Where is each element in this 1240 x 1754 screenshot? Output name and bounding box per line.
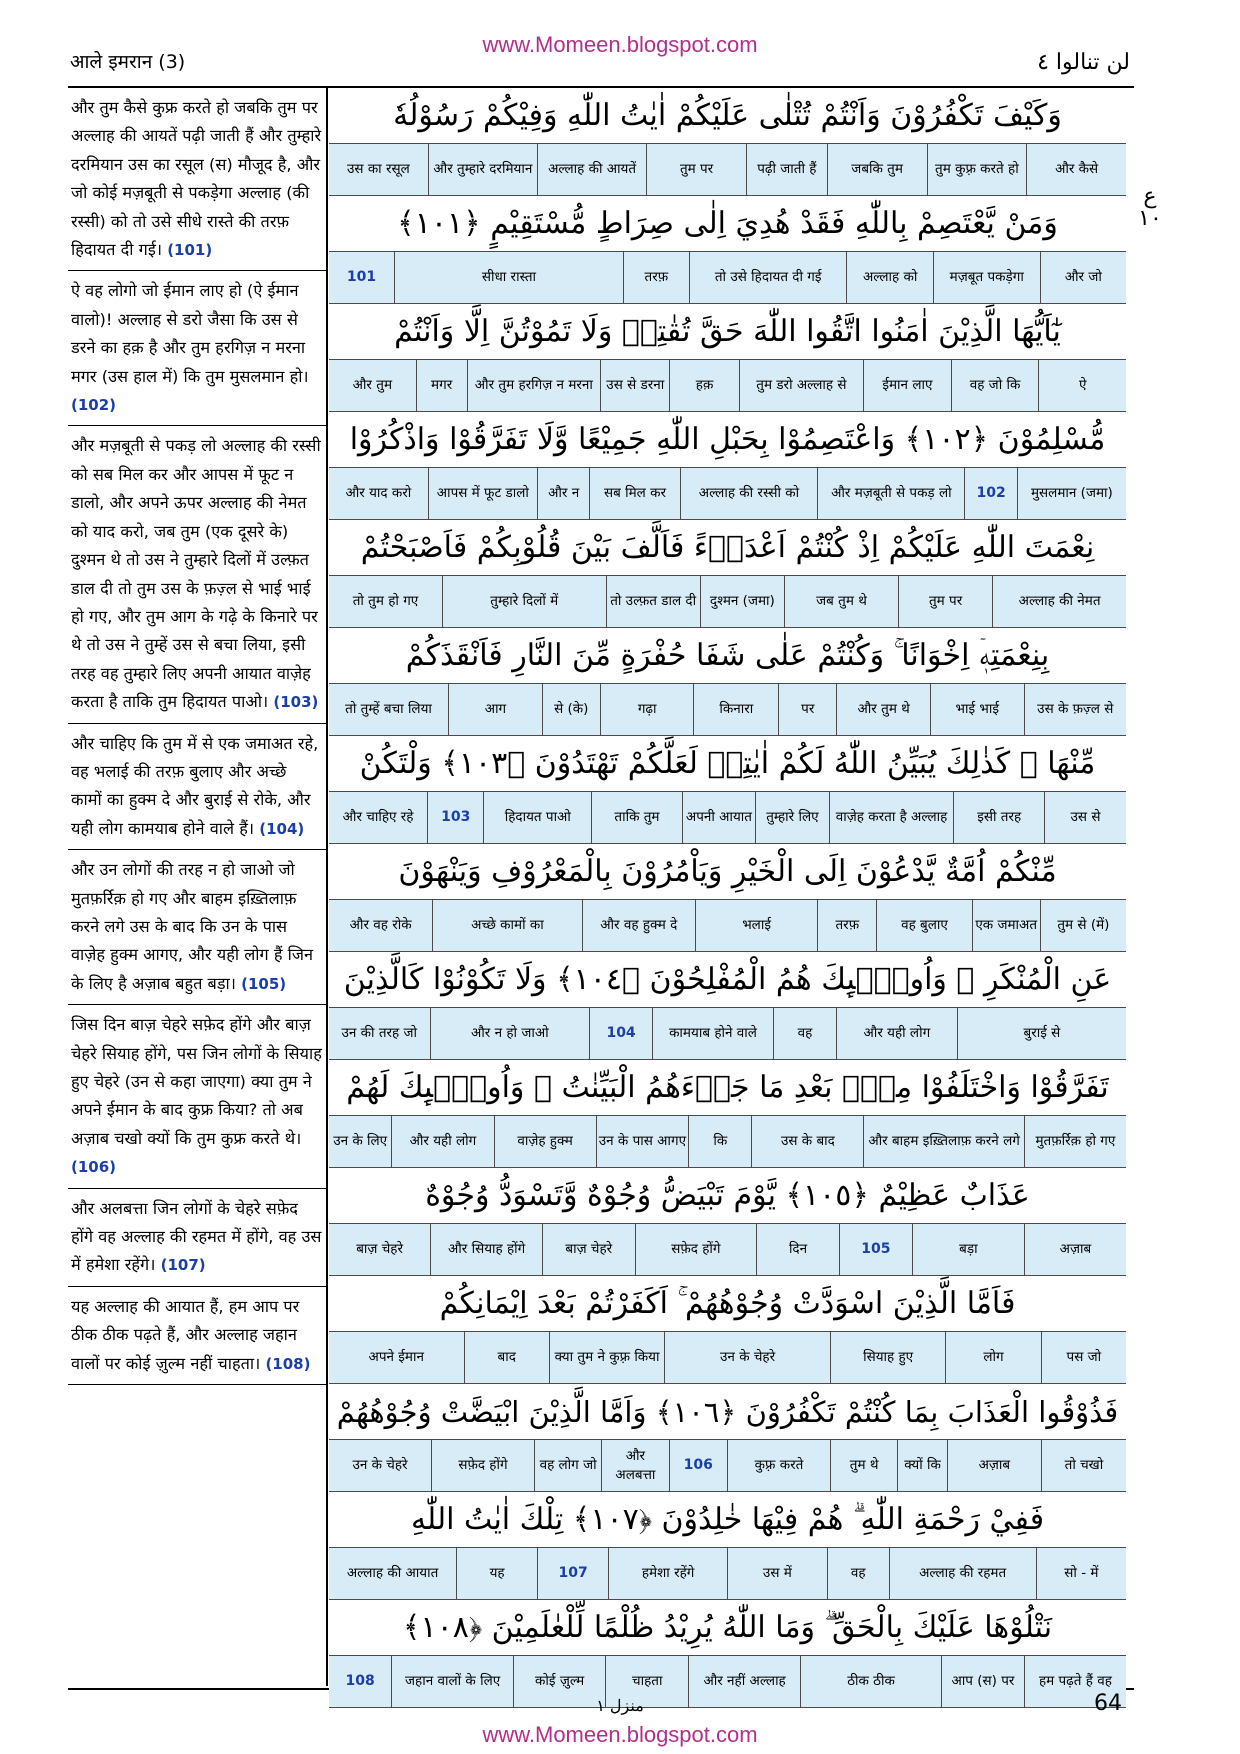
gloss-row: [329, 899, 1126, 952]
gloss-cell: उस के बाद: [751, 1116, 863, 1167]
verse-number: (108): [265, 1354, 311, 1373]
gloss-row: [329, 1547, 1126, 1600]
gloss-cell: बाज़ चेहरे: [356, 1241, 403, 1257]
gloss-cell: मगर: [416, 360, 467, 411]
gloss-cell: और तुम: [352, 377, 393, 393]
gloss-verse-number: 105: [839, 1224, 912, 1275]
gloss-cell: और मज़बूती से पकड़ लो: [817, 468, 964, 519]
gloss-cell: अल्लाह की आयात: [346, 1565, 439, 1581]
gloss-cell: भाई भाई: [930, 684, 1024, 735]
gloss-cell: पढ़ी जाती हैं: [746, 144, 827, 195]
arabic-verse-line: عَذَابٌ عَظِيْمٌ ﴿١٠٥﴾ يَّوْمَ تَبْيَضُّ وُجُوْهٌ وَّتَسْوَدُّ وُجُوْهٌ: [425, 1178, 1030, 1213]
gloss-cell: दिन: [756, 1224, 839, 1275]
translation-text: और तुम कैसे कुफ्र करते हो जबकि तुम पर अल्लाह की आयतें पढ़ी जाती हैं और तुम्हारे दरमियान उस का रसूल (स) मौजूद है, और जो कोई मज़बूती से पकड़ेगा अल्लाह (की रस्सी) को तो उसे सीधे रास्ते की तरफ़ हिदायत दी गई।: [71, 98, 322, 260]
juz-title: لن تنالوا ٤: [1037, 50, 1130, 75]
gloss-cell: वह बुलाए: [876, 900, 971, 951]
gloss-cell: तुम डरो अल्लाह से: [739, 360, 863, 411]
manzil-label: منزل ١: [596, 1696, 644, 1715]
gloss-cell: दुश्मन (जमा): [700, 576, 784, 627]
gloss-row: [329, 1439, 1126, 1492]
gloss-cell: उस के फ़ज़्ल से: [1024, 684, 1126, 735]
gloss-cell: मज़बूत पकड़ेगा: [933, 252, 1040, 303]
gloss-cell: एक जमाअत: [972, 900, 1040, 951]
gloss-cell: जब तुम थे: [784, 576, 898, 627]
gloss-cell: पस जो: [1041, 1332, 1126, 1383]
gloss-cell: और न हो जाओ: [430, 1008, 590, 1059]
gloss-cell: तो उल्फ़त डाल दी: [606, 576, 700, 627]
gloss-cell: मुसलमान (जमा): [1017, 468, 1126, 519]
gloss-verse-number: 101: [346, 269, 377, 285]
gloss-cell: बाद: [464, 1332, 549, 1383]
gloss-cell: कि: [688, 1116, 751, 1167]
translation-paragraph: [68, 850, 326, 1005]
gloss-row: [329, 1007, 1126, 1060]
translation-paragraph: [68, 1189, 326, 1287]
gloss-cell: बड़ा: [912, 1224, 1024, 1275]
verse-number: (103): [273, 693, 319, 712]
header-url[interactable]: www.Momeen.blogspot.com: [482, 32, 758, 57]
gloss-cell: अपने ईमान: [368, 1349, 424, 1365]
gloss-cell: इसी तरह: [953, 792, 1044, 843]
gloss-cell: बाज़ चेहरे: [542, 1224, 634, 1275]
arabic-verse-line: نَتْلُوْهَا عَلَيْكَ بِالْحَقِّ ۗ وَمَا اللّٰهُ يُرِيْدُ ظُلْمًا لِّلْعٰلَمِيْنَ ﴿١٠٨﴾: [402, 1610, 1053, 1645]
arabic-verse-line: فَذُوْقُوا الْعَذَابَ بِمَا كُنْتُمْ تَكْفُرُوْنَ ﴿١٠٦﴾ وَاَمَّا الَّذِيْنَ ابْيَضَّتْ وُجُوْهُهُمْ: [336, 1394, 1119, 1429]
gloss-cell: उन के चेहरे: [352, 1457, 408, 1473]
gloss-cell: क्या तुम ने कुफ़्र किया: [549, 1332, 664, 1383]
gloss-cell: और वह हुक्म दे: [582, 900, 695, 951]
gloss-cell: हमेशा रहेंगे: [608, 1548, 727, 1599]
gloss-verse-number: 108: [345, 1673, 375, 1689]
gloss-cell: उन के चेहरे: [664, 1332, 830, 1383]
translation-text: ऐ वह लोगो जो ईमान लाए हो (ऐ ईमान वालो)! अल्लाह से डरो जैसा कि उस से डरने का हक़ है और तुम हरगिज़ न मरना मगर (उस हाल में) कि तुम मुसलमान हो।: [71, 281, 309, 386]
arabic-verse-line: يٰٓاَيُّهَا الَّذِيْنَ اٰمَنُوا اتَّقُوا اللّٰهَ حَقَّ تُقٰتِهٖ وَلَا تَمُوْتُنَّ اِلَّا وَاَنْتُمْ: [394, 314, 1061, 349]
gloss-verse-number: 103: [427, 792, 483, 843]
gloss-cell: तो उसे हिदायत दी गई: [689, 252, 847, 303]
arabic-verse-line: مُّسْلِمُوْنَ ﴿١٠٢﴾ وَاعْتَصِمُوْا بِحَبْلِ اللّٰهِ جَمِيْعًا وَّلَا تَفَرَّقُوْا وَاذْكُرُوْا: [349, 422, 1106, 457]
gloss-cell: वाज़ेह करता है अल्लाह: [829, 792, 954, 843]
verse-number: (104): [259, 819, 305, 838]
gloss-cell: यह: [456, 1548, 537, 1599]
gloss-cell: और तुम थे: [836, 684, 930, 735]
arabic-verse-line: نِعْمَتَ اللّٰهِ عَلَيْكُمْ اِذْ كُنْتُمْ اَعْدَاۤءً فَاَلَّفَ بَيْنَ قُلُوْبِكُمْ فَاَصْبَحْتُمْ: [360, 530, 1095, 565]
gloss-cell: और यही लोग: [836, 1008, 957, 1059]
gloss-cell: सब मिल कर: [589, 468, 679, 519]
gloss-row: [329, 1223, 1126, 1276]
gloss-cell: और सियाह होंगे: [430, 1224, 542, 1275]
gloss-cell: किनारा: [693, 684, 778, 735]
gloss-cell: सफ़ेद होंगे: [635, 1224, 757, 1275]
gloss-cell: तुम कुफ़्र करते हो: [927, 144, 1027, 195]
translation-text: यह अल्लाह की आयात हैं, हम आप पर ठीक ठीक पढ़ते हैं, और अल्लाह जहान वालों पर कोई ज़ुल्म नहीं चाहता।: [71, 1296, 300, 1373]
gloss-cell: गढ़ा: [600, 684, 694, 735]
verse-number: (107): [160, 1256, 206, 1275]
translation-text: जिस दिन बाज़ चेहरे सफ़ेद होंगे और बाज़ चेहरे सियाह होंगे, पस जिन लोगों के सियाह हुए चेहरे (उन से कहा जाएगा) क्या तुम ने अपने ईमान के बाद कुफ्र किया? तो अब अज़ाब चखो क्यों कि तुम कुफ्र करते थे।: [71, 1015, 322, 1148]
gloss-cell: हिदायत पाओ: [483, 792, 591, 843]
translation-text: और मज़बूती से पकड़ लो अल्लाह की रस्सी को सब मिल कर और आपस में फूट न डालो, और अपने ऊपर अल्लाह की नेमत को याद करो, जब तुम (एक दूसरे के) दुश्मन थे तो उस ने तुम्हारे दिलों में उल्फ़त डाल दी तो तुम उस के फ़ज़्ल से भाई भाई हो गए, और तुम आग के गढ़े के किनारे पर थे तो उस ने तुम्हें उस से बचा लिया, इसी तरह वह तुम्हारे लिए अपनी आयात वाज़ेह करता है ताकि तुम हिदायत पाओ।: [71, 436, 321, 712]
gloss-cell: तरफ़: [817, 900, 876, 951]
gloss-cell: वह जो कि: [951, 360, 1039, 411]
gloss-cell: और तुम्हारे दरमियान: [428, 144, 537, 195]
gloss-cell: बुराई से: [957, 1008, 1126, 1059]
gloss-cell: ठीक ठीक: [800, 1656, 941, 1707]
gloss-cell: कोई ज़ुल्म: [513, 1656, 605, 1707]
gloss-cell: वह लोग जो: [534, 1440, 601, 1491]
arabic-verse-line: فَاَمَّا الَّذِيْنَ اسْوَدَّتْ وُجُوْهُهُمْ ۚ اَكَفَرْتُمْ بَعْدَ اِيْمَانِكُمْ: [439, 1286, 1016, 1321]
gloss-cell: ऐ: [1038, 360, 1126, 411]
gloss-cell: कामयाब होने वाले: [652, 1008, 773, 1059]
gloss-cell: और अलबत्ता: [601, 1440, 668, 1491]
gloss-cell: तुम्हारे दिलों में: [442, 576, 606, 627]
arabic-verse-line: وَمَنْ يَّعْتَصِمْ بِاللّٰهِ فَقَدْ هُدِيَ اِلٰى صِرَاطٍ مُّسْتَقِيْمٍ ﴿١٠١﴾: [397, 206, 1058, 241]
gloss-cell: क्यों कि: [897, 1440, 947, 1491]
gloss-row: [329, 1115, 1126, 1168]
word-by-word-column: [329, 88, 1126, 1689]
gloss-row: [329, 251, 1126, 304]
gloss-cell: और बाहम इख़्तिलाफ़ करने लगे: [863, 1116, 1023, 1167]
translation-text: और उन लोगों की तरह न हो जाओ जो मुतफ़र्रिक़ हो गए और बाहम इख़्तिलाफ़ करने लगे उस के बाद कि उन के पास वाज़ेह हुक्म आगए, और यही लोग हैं जिन के लिए है अज़ाब बहुत बड़ा।: [71, 860, 313, 993]
gloss-verse-number: 104: [589, 1008, 652, 1059]
footer-url[interactable]: www.Momeen.blogspot.com: [482, 1722, 758, 1747]
gloss-row: [329, 1331, 1126, 1384]
gloss-cell: तो तुम्हें बचा लिया: [345, 701, 432, 717]
gloss-cell: तुम्हारे लिए: [755, 792, 828, 843]
gloss-cell: ताकि तुम: [591, 792, 682, 843]
gloss-cell: अल्लाह को: [846, 252, 932, 303]
arabic-verse-line: مِّنْهَا ۗ كَذٰلِكَ يُبَيِّنُ اللّٰهُ لَكُمْ اٰيٰتِهٖ لَعَلَّكُمْ تَهْتَدُوْنَ ﴿١٠٣﴾ وَلْتَكُنْ: [359, 746, 1096, 781]
gloss-row: [329, 467, 1126, 520]
gloss-cell: तुम पर: [898, 576, 992, 627]
gloss-cell: हक़: [669, 360, 738, 411]
arabic-verse-line: وَكَيْفَ تَكْفُرُوْنَ وَاَنْتُمْ تُتْلٰى عَلَيْكُمْ اٰيٰتُ اللّٰهِ وَفِيْكُمْ رَسُوْلُهٗ: [393, 98, 1062, 133]
gloss-cell: लोग: [945, 1332, 1040, 1383]
gloss-cell: उस से डरना: [600, 360, 669, 411]
gloss-cell: अल्लाह की नेमत: [992, 576, 1126, 627]
gloss-cell: पर: [778, 684, 836, 735]
translation-paragraph: [68, 724, 326, 851]
translation-paragraph: [68, 271, 326, 426]
translation-text: और चाहिए कि तुम में से एक जमाअत रहे, वह भलाई की तरफ़ बुलाए और अच्छे कामों का हुक्म दे और बुराई से रोके, और यही लोग कामयाब होने वाले हैं।: [71, 733, 319, 838]
gloss-row: [329, 683, 1126, 736]
gloss-cell: तुम से (में): [1040, 900, 1126, 951]
gloss-cell: तुम थे: [830, 1440, 897, 1491]
page-number: 64: [1094, 1691, 1122, 1716]
gloss-row: [329, 143, 1126, 196]
ruku-marker: ع ١٠: [1138, 184, 1162, 231]
gloss-row: [329, 575, 1126, 628]
gloss-cell: आग: [448, 684, 542, 735]
gloss-cell: सियाह हुए: [830, 1332, 945, 1383]
verse-number: (105): [241, 974, 287, 993]
arabic-verse-line: عَنِ الْمُنْكَرِ ۗ وَاُولٰۤىِٕكَ هُمُ الْمُفْلِحُوْنَ ﴿١٠٤﴾ وَلَا تَكُوْنُوْا كَالَّذِيْنَ: [343, 962, 1112, 997]
gloss-cell: और याद करो: [345, 485, 412, 501]
gloss-cell: तो चखो: [1041, 1440, 1126, 1491]
gloss-cell: उस में: [727, 1548, 827, 1599]
gloss-verse-number: 106: [669, 1440, 727, 1491]
gloss-cell: और तुम हरगिज़ न मरना: [467, 360, 601, 411]
verse-number: (102): [71, 396, 117, 415]
gloss-cell: उन की तरह जो: [341, 1025, 418, 1041]
gloss-cell: वाज़ेह हुक्म: [494, 1116, 596, 1167]
gloss-cell: जहान वालों के लिए: [391, 1656, 513, 1707]
gloss-cell: ईमान लाए: [863, 360, 951, 411]
gloss-cell: अपनी आयात: [682, 792, 755, 843]
gloss-cell: उन के लिए: [333, 1133, 388, 1149]
gloss-cell: अल्लाह की रहमत: [889, 1548, 1036, 1599]
gloss-cell: और न: [537, 468, 589, 519]
gloss-cell: उन के पास आगए: [596, 1116, 688, 1167]
gloss-verse-number: 102: [964, 468, 1016, 519]
arabic-verse-line: مِّنْكُمْ اُمَّةٌ يَّدْعُوْنَ اِلَى الْخَيْرِ وَيَاْمُرُوْنَ بِالْمَعْرُوْفِ وَيَنْهَوْنَ: [398, 854, 1057, 889]
gloss-cell: से (के): [542, 684, 600, 735]
gloss-cell: तुम पर: [646, 144, 746, 195]
gloss-cell: अज़ाब: [1024, 1224, 1126, 1275]
gloss-cell: भलाई: [695, 900, 817, 951]
gloss-row: [329, 359, 1126, 412]
gloss-cell: और यही लोग: [391, 1116, 493, 1167]
gloss-cell: और वह रोके: [349, 917, 412, 933]
translation-paragraph: [68, 426, 326, 723]
gloss-cell: और कैसे: [1026, 144, 1126, 195]
gloss-cell: सफ़ेद होंगे: [431, 1440, 534, 1491]
gloss-verse-number: 107: [537, 1548, 608, 1599]
gloss-cell: और चाहिए रहे: [342, 809, 414, 825]
gloss-cell: अज़ाब: [947, 1440, 1041, 1491]
gloss-cell: सो - में: [1036, 1548, 1126, 1599]
gloss-cell: मुतफ़र्रिक़ हो गए: [1024, 1116, 1126, 1167]
arabic-verse-line: تَفَرَّقُوْا وَاخْتَلَفُوْا مِنْۢ بَعْدِ مَا جَاۤءَهُمُ الْبَيِّنٰتُ ۗ وَاُولٰۤىِٕكَ لَهُمْ: [346, 1070, 1109, 1105]
gloss-cell: तो तुम हो गए: [352, 593, 419, 609]
arabic-verse-line: فَفِيْ رَحْمَةِ اللّٰهِ ۗ هُمْ فِيْهَا خٰلِدُوْنَ ﴿١٠٧﴾ تِلْكَ اٰيٰتُ اللّٰهِ: [410, 1502, 1045, 1537]
arabic-verse-line: بِنِعْمَتِهٖۤ اِخْوَانًا ۚ وَكُنْتُمْ عَلٰى شَفَا حُفْرَةٍ مِّنَ النَّارِ فَاَنْقَذَكُمْ: [405, 638, 1050, 673]
gloss-row: [329, 791, 1126, 844]
translation-text: और अलबत्ता जिन लोगों के चेहरे सफ़ेद होंगे वह अल्लाह की रहमत में होंगे, वह उस में हमेशा रहेंगे।: [71, 1198, 322, 1275]
gloss-cell: जबकि तुम: [827, 144, 927, 195]
verse-number: (106): [71, 1158, 117, 1177]
surah-title: आले इमरान (3): [70, 51, 186, 73]
verse-number: (101): [167, 241, 213, 260]
gloss-cell: अल्लाह की आयतें: [537, 144, 646, 195]
gloss-cell: वह: [773, 1008, 836, 1059]
gloss-cell: अच्छे कामों का: [432, 900, 581, 951]
gloss-cell: उस का रसूल: [347, 161, 410, 177]
gloss-cell: और जो: [1040, 252, 1126, 303]
gloss-cell: चाहता: [605, 1656, 688, 1707]
translation-column: [68, 88, 328, 1686]
gloss-cell: हम पढ़ते हैं वह: [1024, 1656, 1126, 1707]
translation-paragraph: [68, 88, 326, 271]
translation-paragraph: [68, 1005, 326, 1188]
translation-paragraph: [68, 1287, 326, 1385]
gloss-cell: तरफ़: [623, 252, 689, 303]
gloss-cell: उस से: [1044, 792, 1126, 843]
gloss-cell: आपस में फूट डालो: [428, 468, 537, 519]
gloss-cell: वह: [827, 1548, 889, 1599]
gloss-cell: और नहीं अल्लाह: [688, 1656, 800, 1707]
gloss-cell: अल्लाह की रस्सी को: [680, 468, 818, 519]
gloss-cell: कुफ़्र करते: [727, 1440, 830, 1491]
gloss-cell: आप (स) पर: [941, 1656, 1024, 1707]
gloss-cell: सीधा रास्ता: [394, 252, 623, 303]
